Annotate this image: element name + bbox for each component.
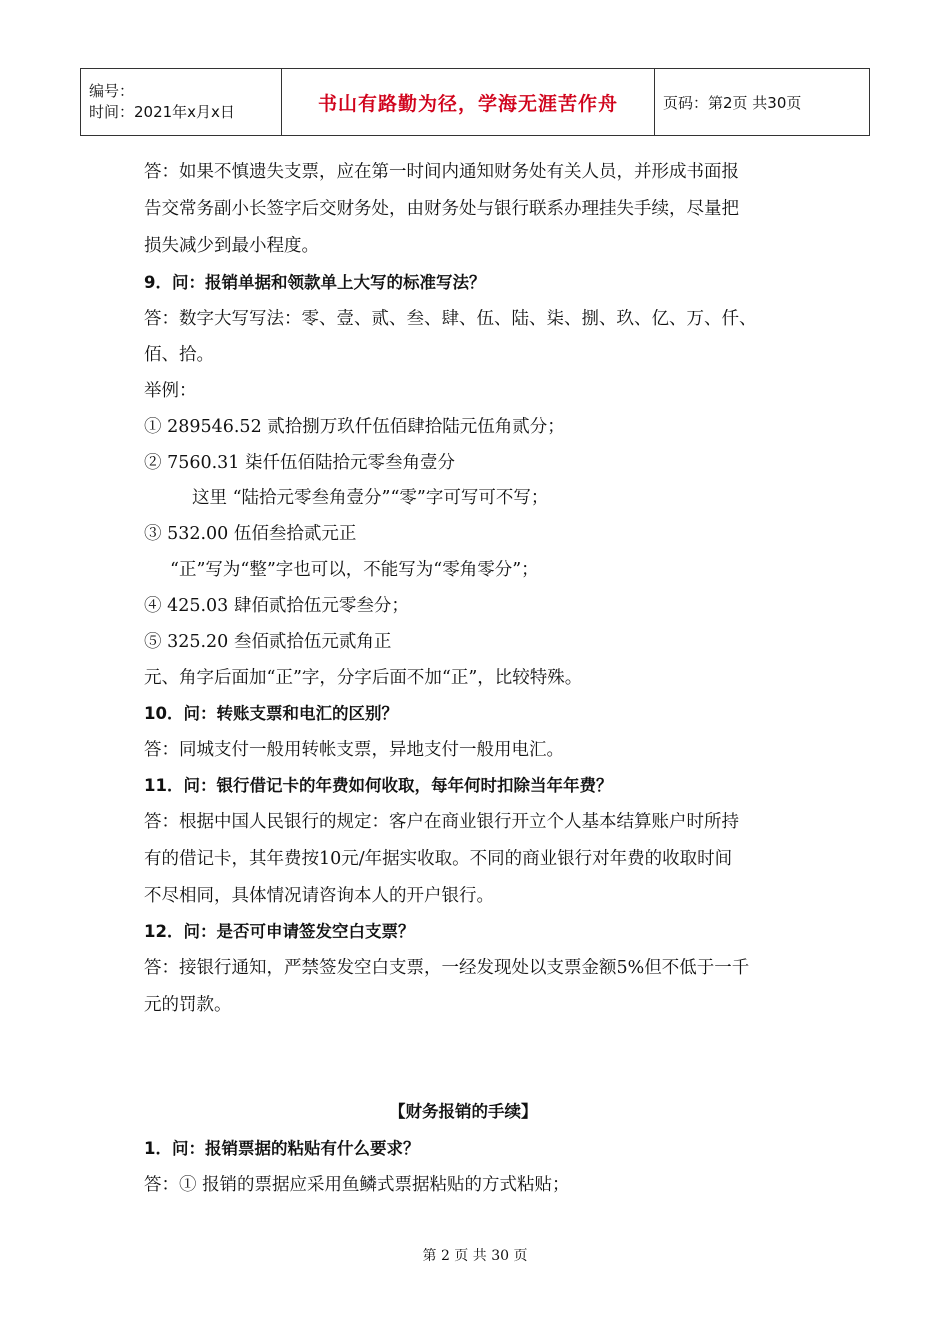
question-heading: 9．问：报销单据和领款单上大写的标准写法？ bbox=[144, 273, 486, 292]
page-footer: 第 2 页 共 30 页 bbox=[422, 1248, 528, 1264]
body-line: 元、角字后面加“正”字，分字后面不加“正”，比较特殊。 bbox=[144, 668, 583, 688]
body-line: 答：同城支付一般用转帐支票，异地支付一般用电汇。 bbox=[144, 740, 564, 760]
body-line: 答：① 报销的票据应采用鱼鳞式票据粘贴的方式粘贴； bbox=[144, 1175, 570, 1195]
body-line: 元的罚款。 bbox=[144, 995, 232, 1015]
header-table bbox=[80, 68, 870, 136]
body-line: 答：如果不慎遗失支票，应在第一时间内通知财务处有关人员，并形成书面报 bbox=[144, 162, 739, 182]
question-heading: 12．问：是否可申请签发空白支票？ bbox=[144, 922, 415, 941]
body-line: 举例： bbox=[144, 381, 197, 401]
body-line: 损失减少到最小程度。 bbox=[144, 236, 319, 256]
body-line: 佰、拾。 bbox=[144, 345, 214, 365]
example-item: ⑤ 325.20 叁佰贰拾伍元贰角正 bbox=[144, 632, 392, 652]
header-page-label: 页码：第2页 共30页 bbox=[655, 69, 870, 136]
body-line: 答：数字大写写法：零、壹、贰、叁、肆、伍、陆、柒、捌、玖、亿、万、仟、 bbox=[144, 309, 757, 329]
body-line: 不尽相同，具体情况请咨询本人的开户银行。 bbox=[144, 886, 494, 906]
example-item: ① 289546.52 贰拾捌万玖仟伍佰肆拾陆元伍角贰分； bbox=[144, 417, 565, 437]
example-note: 这里 “陆拾元零叁角壹分”“零”字可写可不写； bbox=[192, 488, 549, 508]
header-slogan: 书山有路勤为径，学海无涯苦作舟 bbox=[282, 69, 655, 136]
document-time-label: 时间：2021年x月x日 bbox=[89, 103, 235, 121]
question-heading: 10．问：转账支票和电汇的区别？ bbox=[144, 704, 398, 723]
question-heading: 1．问：报销票据的粘贴有什么要求？ bbox=[144, 1139, 420, 1158]
header-left-cell bbox=[81, 69, 282, 136]
question-heading: 11．问：银行借记卡的年费如何收取，每年何时扣除当年年费？ bbox=[144, 776, 613, 795]
example-item: ③ 532.00 伍佰叁拾贰元正 bbox=[144, 524, 357, 544]
body-line: 答：根据中国人民银行的规定：客户在商业银行开立个人基本结算账户时所持 bbox=[144, 812, 739, 832]
example-note: “正”写为“整”字也可以，不能写为“零角零分”； bbox=[170, 560, 539, 580]
body-line: 告交常务副小长签字后交财务处，由财务处与银行联系办理挂失手续，尽量把 bbox=[144, 199, 739, 219]
example-item: ② 7560.31 柒仟伍佰陆拾元零叁角壹分 bbox=[144, 453, 455, 473]
example-item: ④ 425.03 肆佰贰拾伍元零叁分； bbox=[144, 596, 409, 616]
document-number-label: 编号： bbox=[89, 82, 135, 100]
section-title: 【财务报销的手续】 bbox=[389, 1102, 538, 1121]
body-line: 答：接银行通知，严禁签发空白支票，一经发现处以支票金额5%但不低于一千 bbox=[144, 958, 750, 978]
body-line: 有的借记卡，其年费按10元/年据实收取。不同的商业银行对年费的收取时间 bbox=[144, 849, 733, 869]
